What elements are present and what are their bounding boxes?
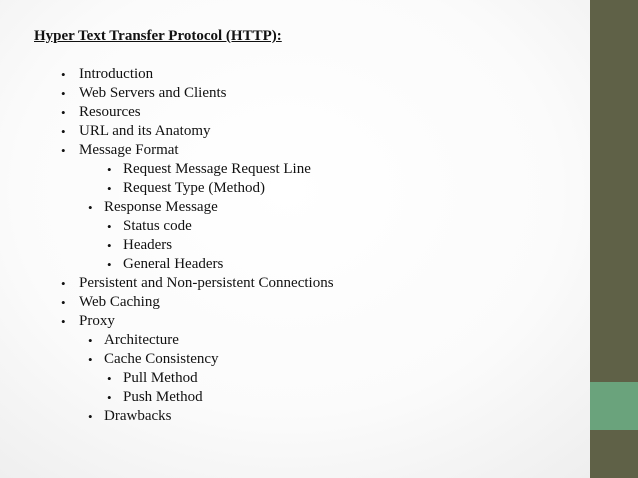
decorative-accent-square xyxy=(590,382,638,430)
list-item-text: Push Method xyxy=(123,389,203,405)
bullet-icon: • xyxy=(88,409,93,424)
list-item-text: Headers xyxy=(123,237,173,253)
list-item xyxy=(0,84,560,103)
list-item xyxy=(0,103,560,122)
bullet-icon: • xyxy=(61,276,66,291)
bullet-icon: • xyxy=(61,105,66,120)
list-item xyxy=(0,350,560,369)
list-item-text: Web Servers and Clients xyxy=(79,85,227,101)
list-item-text: Resources xyxy=(79,104,141,120)
list-item-text: Architecture xyxy=(104,332,179,348)
bullet-icon: • xyxy=(61,143,66,158)
list-item xyxy=(0,407,560,426)
list-item-text: Web Caching xyxy=(79,294,160,310)
bullet-icon: • xyxy=(88,352,93,367)
list-item-text: Drawbacks xyxy=(104,408,172,424)
list-item xyxy=(0,65,560,84)
list-item xyxy=(0,293,560,312)
list-item xyxy=(0,255,560,274)
list-item-text: Cache Consistency xyxy=(104,351,219,367)
list-item-text: Status code xyxy=(123,218,192,234)
bullet-icon: • xyxy=(107,219,112,234)
bullet-icon: • xyxy=(107,371,112,386)
list-item xyxy=(0,217,560,236)
list-item-text: Response Message xyxy=(104,199,218,215)
bullet-icon: • xyxy=(61,314,66,329)
list-item xyxy=(0,388,560,407)
list-item-text: Request Message Request Line xyxy=(123,161,311,177)
list-item xyxy=(0,236,560,255)
bullet-icon: • xyxy=(107,181,112,196)
list-item xyxy=(0,331,560,350)
list-item xyxy=(0,179,560,198)
bullet-icon: • xyxy=(107,238,112,253)
slide-title: Hyper Text Transfer Protocol (HTTP): xyxy=(34,28,282,44)
list-item xyxy=(0,160,560,179)
bullet-icon: • xyxy=(88,200,93,215)
bullet-icon: • xyxy=(107,390,112,405)
list-item-text: Proxy xyxy=(79,313,115,329)
topic-outline xyxy=(0,65,560,426)
bullet-icon: • xyxy=(61,295,66,310)
list-item-text: Message Format xyxy=(79,142,179,158)
list-item-text: Persistent and Non-persistent Connections xyxy=(79,275,334,291)
list-item-text: Pull Method xyxy=(123,370,198,386)
bullet-icon: • xyxy=(61,124,66,139)
list-item xyxy=(0,122,560,141)
bullet-icon: • xyxy=(61,86,66,101)
bullet-icon: • xyxy=(88,333,93,348)
list-item xyxy=(0,369,560,388)
list-item xyxy=(0,198,560,217)
list-item-text: Request Type (Method) xyxy=(123,180,265,196)
bullet-icon: • xyxy=(107,162,112,177)
bullet-icon: • xyxy=(61,67,66,82)
list-item-text: Introduction xyxy=(79,66,154,82)
list-item xyxy=(0,312,560,331)
list-item xyxy=(0,274,560,293)
bullet-icon: • xyxy=(107,257,112,272)
list-item-text: General Headers xyxy=(123,256,224,272)
list-item xyxy=(0,141,560,160)
list-item-text: URL and its Anatomy xyxy=(79,123,211,139)
